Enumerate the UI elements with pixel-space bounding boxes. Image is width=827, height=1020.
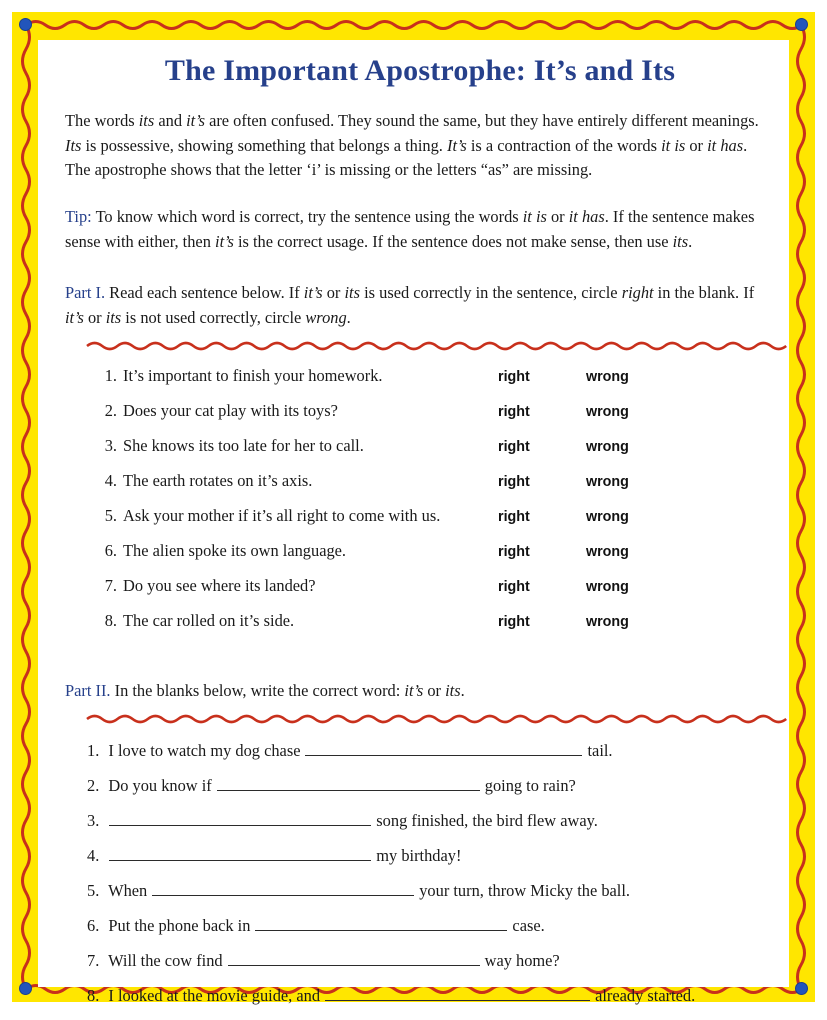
part2-item-number: 5. — [87, 881, 100, 901]
part1-option-right[interactable]: right — [498, 509, 530, 526]
tip-text: To know which word is correct, try the sentence using the words it is or it has. If the sentence makes sense with either, then it’s is the correct usage. If the sentence does not make sense, then use its. — [65, 207, 755, 252]
part2-answer-blank[interactable] — [152, 880, 414, 896]
part2-answer-blank[interactable] — [109, 845, 371, 861]
part2-item — [65, 950, 775, 985]
part1-option-right[interactable]: right — [498, 369, 530, 386]
part1-item-number: 8. — [104, 611, 117, 631]
part1-item-sentence: The earth rotates on it’s axis. — [123, 471, 313, 491]
part1-option-wrong[interactable]: wrong — [586, 509, 629, 526]
corner-dot-top-right — [795, 18, 808, 31]
part1-item — [65, 506, 775, 541]
part2-item-text-after: my birthday! — [376, 846, 462, 866]
part1-option-right[interactable]: right — [498, 439, 530, 456]
tip-label: Tip: — [65, 207, 92, 227]
part1-instructions-text: Read each sentence below. If it’s or its is used correctly in the sentence, circle right in the blank. If it’s or its is not used correctly, circle wrong. — [65, 283, 755, 328]
part2-item-number: 3. — [87, 811, 100, 831]
part1-option-wrong[interactable]: wrong — [586, 544, 629, 561]
corner-dot-top-left — [19, 18, 32, 31]
part2-section — [65, 679, 775, 1020]
part1-item — [65, 541, 775, 576]
intro-text: The words its and it’s are often confused. They sound the same, but they have entirely different meanings. Its is possessive, showing something that belongs a thing. It’s is a contraction of the words it is or it has. The apostrophe shows that the letter ‘i’ is missing or the letters “as” are missing. — [65, 110, 759, 180]
part2-answer-blank[interactable] — [255, 915, 507, 931]
part2-item-text-before: When — [104, 881, 148, 901]
part1-item — [65, 611, 775, 646]
part1-instructions — [65, 281, 775, 331]
part1-option-wrong[interactable]: wrong — [586, 579, 629, 596]
part1-option-right[interactable]: right — [498, 614, 530, 631]
part2-answer-blank[interactable] — [325, 985, 590, 1001]
part1-item-number: 5. — [104, 506, 117, 526]
part2-item — [65, 985, 775, 1020]
part2-item — [65, 915, 775, 950]
part1-item-number: 2. — [104, 401, 117, 421]
part1-item — [65, 401, 775, 436]
part2-item-text-before: Do you know if — [104, 776, 212, 796]
part1-option-wrong[interactable]: wrong — [586, 369, 629, 386]
part1-item-sentence: Do you see where its landed? — [123, 576, 316, 596]
part2-item — [65, 810, 775, 845]
part1-option-right[interactable]: right — [498, 544, 530, 561]
part2-instructions — [65, 679, 775, 704]
part1-item-sentence: She knows its too late for her to call. — [123, 436, 364, 456]
part1-item-sentence: It’s important to finish your homework. — [123, 366, 383, 386]
worksheet-sheet — [38, 40, 789, 1006]
part1-option-wrong[interactable]: wrong — [586, 439, 629, 456]
tip-paragraph — [65, 205, 775, 255]
part1-item-number: 1. — [104, 366, 117, 386]
part2-item-text-after: already started. — [595, 986, 696, 1006]
part2-item-text-after: case. — [512, 916, 545, 936]
part1-option-right[interactable]: right — [498, 404, 530, 421]
section-divider-part1 — [87, 340, 770, 352]
part1-item — [65, 436, 775, 471]
part2-item — [65, 880, 775, 915]
part2-item-number: 1. — [87, 741, 100, 761]
part2-item-text-before: Will the cow find — [104, 951, 223, 971]
part1-question-list — [65, 366, 775, 646]
part2-item — [65, 775, 775, 810]
part2-answer-blank[interactable] — [217, 775, 480, 791]
part2-item — [65, 740, 775, 775]
part2-item-text-after: way home? — [484, 951, 560, 971]
part2-item-text-after: tail. — [587, 741, 613, 761]
part1-item-sentence: The alien spoke its own language. — [123, 541, 347, 561]
part1-item — [65, 576, 775, 611]
part2-item-text-after: going to rain? — [484, 776, 576, 796]
part1-item-number: 6. — [104, 541, 117, 561]
part2-item — [65, 845, 775, 880]
part1-option-wrong[interactable]: wrong — [586, 474, 629, 491]
part1-option-right[interactable]: right — [498, 579, 530, 596]
part1-item-sentence: The car rolled on it’s side. — [123, 611, 295, 631]
part2-item-number: 8. — [87, 986, 100, 1006]
part2-item-text-before: I looked at the movie guide, and — [104, 986, 321, 1006]
part1-item-number: 3. — [104, 436, 117, 456]
part2-answer-blank[interactable] — [305, 740, 582, 756]
part2-answer-blank[interactable] — [109, 810, 371, 826]
part2-question-list — [65, 740, 775, 1020]
part1-option-wrong[interactable]: wrong — [586, 404, 629, 421]
part1-option-right[interactable]: right — [498, 474, 530, 491]
part1-item-sentence: Ask your mother if it’s all right to come with us. — [123, 506, 441, 526]
part1-item-number: 4. — [104, 471, 117, 491]
part1-item — [65, 366, 775, 401]
part1-label: Part I. — [65, 283, 106, 303]
part1-item-sentence: Does your cat play with its toys? — [123, 401, 338, 421]
part2-answer-blank[interactable] — [228, 950, 480, 966]
part2-label: Part II. — [65, 681, 111, 701]
intro-paragraph — [65, 109, 775, 184]
corner-dot-bottom-right — [795, 982, 808, 995]
part2-item-number: 4. — [87, 846, 100, 866]
part2-item-number: 2. — [87, 776, 100, 796]
page-title: The Important Apostrophe: It’s and Its — [164, 54, 676, 87]
part2-item-text-after: your turn, throw Micky the ball. — [419, 881, 630, 901]
part2-instructions-text: In the blanks below, write the correct word: it’s or its. — [114, 681, 465, 701]
worksheet-content — [65, 40, 775, 1020]
part2-item-text-before: Put the phone back in — [104, 916, 251, 936]
part1-option-wrong[interactable]: wrong — [586, 614, 629, 631]
part2-item-number: 6. — [87, 916, 100, 936]
section-divider-part2 — [87, 713, 770, 725]
part2-item-number: 7. — [87, 951, 100, 971]
part1-item-number: 7. — [104, 576, 117, 596]
corner-dot-bottom-left — [19, 982, 32, 995]
part1-item — [65, 471, 775, 506]
part2-item-text-after: song finished, the bird flew away. — [376, 811, 598, 831]
part2-item-text-before: I love to watch my dog chase — [104, 741, 301, 761]
